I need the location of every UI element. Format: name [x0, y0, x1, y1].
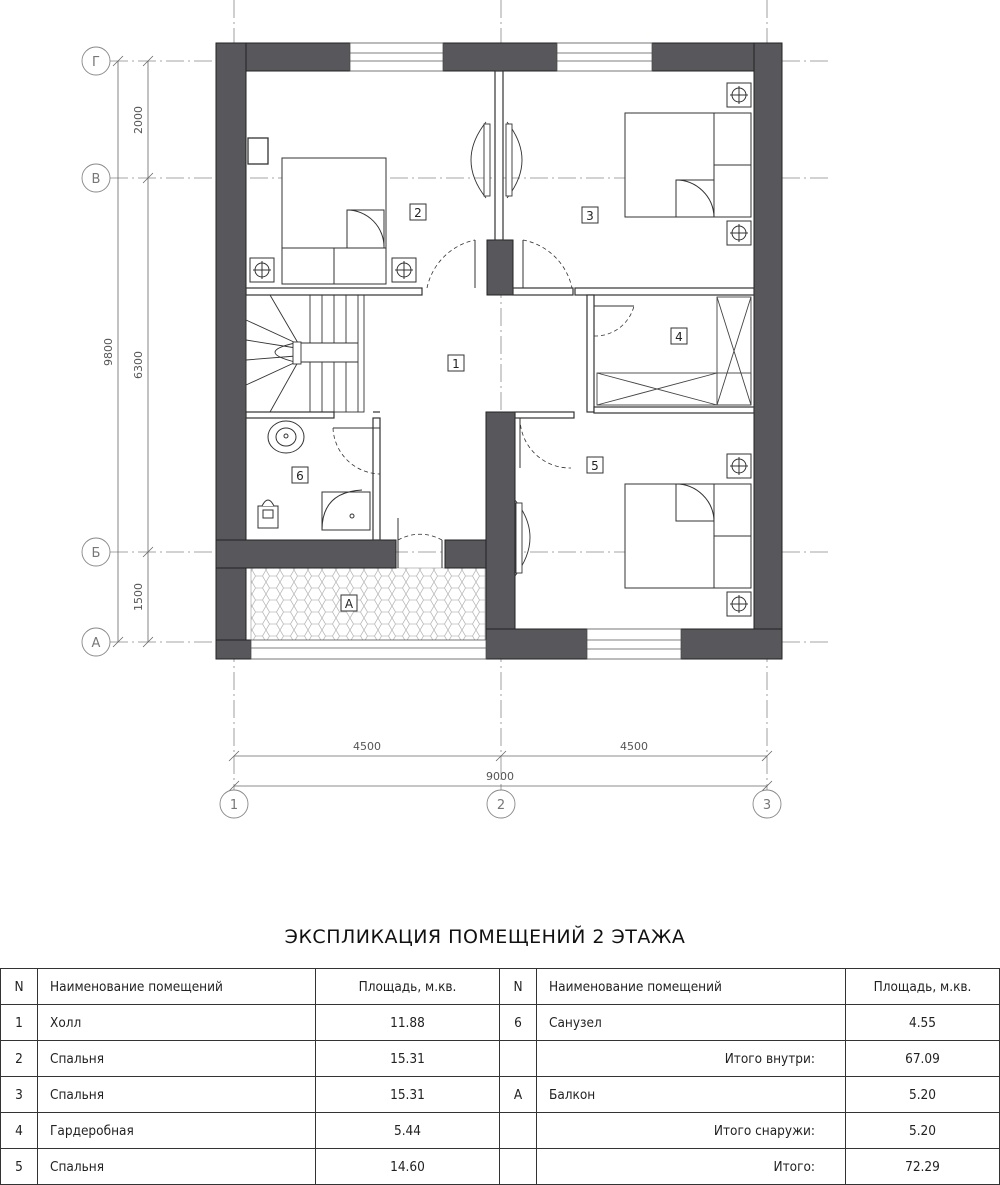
cell-n: 3 [1, 1077, 38, 1113]
header-n-right: N [500, 969, 537, 1005]
axis-label-g: Г [92, 55, 100, 70]
cell-area: 67.09 [846, 1041, 1000, 1077]
room-tag-4: 4 [675, 330, 683, 344]
axis-label-b: Б [91, 546, 101, 561]
cell-name: Гардеробная [38, 1113, 316, 1149]
room-tag-a: А [344, 597, 354, 611]
dim-1500: 1500 [132, 583, 145, 611]
table-row [1, 1149, 1000, 1185]
axis-label-v: В [91, 172, 101, 187]
axis-label-a: А [91, 636, 101, 651]
cell-name: Спальня [38, 1077, 316, 1113]
dim-2000: 2000 [132, 106, 145, 134]
cell-n: А [500, 1077, 537, 1113]
cell-n: 1 [1, 1005, 38, 1041]
cell-total-label: Итого: [537, 1149, 846, 1185]
cell-n [500, 1113, 537, 1149]
cell-name: Санузел [537, 1005, 846, 1041]
cell-n: 5 [1, 1149, 38, 1185]
cell-name: Спальня [38, 1149, 316, 1185]
bed-room-3 [625, 83, 751, 245]
wardrobe-rack [597, 297, 751, 405]
explication-title: ЭКСПЛИКАЦИЯ ПОМЕЩЕНИЙ 2 ЭТАЖА [284, 926, 686, 948]
header-name-left: Наименование помещений [38, 969, 316, 1005]
bathroom-fixtures [258, 421, 370, 530]
room-tag-1: 1 [452, 357, 460, 371]
table-row [1, 1041, 1000, 1077]
table-row [1, 1077, 1000, 1113]
cell-area: 5.20 [846, 1113, 1000, 1149]
table-header-row [1, 969, 1000, 1005]
cell-total-label: Итого снаружи: [537, 1113, 846, 1149]
axis-label-3: 3 [762, 798, 772, 813]
axis-label-1: 1 [229, 798, 239, 813]
dim-4500-left: 4500 [353, 740, 381, 753]
header-area-right: Площадь, м.кв. [846, 969, 1000, 1005]
dim-9800: 9800 [102, 338, 115, 366]
cell-area: 4.55 [846, 1005, 1000, 1041]
bed-room-5 [625, 454, 751, 616]
cell-n [500, 1041, 537, 1077]
cell-area: 11.88 [316, 1005, 500, 1041]
cell-name: Холл [38, 1005, 316, 1041]
explication-table [0, 968, 1000, 1185]
balcony-floor [251, 568, 485, 641]
cell-area: 5.44 [316, 1113, 500, 1149]
dim-9000: 9000 [486, 770, 514, 783]
chimney [248, 138, 268, 164]
staircase [246, 295, 364, 412]
cell-n: 4 [1, 1113, 38, 1149]
cell-area: 5.20 [846, 1077, 1000, 1113]
cell-name: Спальня [38, 1041, 316, 1077]
dim-4500-right: 4500 [620, 740, 648, 753]
cell-total-label: Итого внутри: [537, 1041, 846, 1077]
room-tag-6: 6 [296, 469, 304, 483]
cell-n [500, 1149, 537, 1185]
header-n-left: N [1, 969, 38, 1005]
table-row [1, 1005, 1000, 1041]
room-tag-2: 2 [414, 206, 422, 220]
header-name-right: Наименование помещений [537, 969, 846, 1005]
cell-area: 15.31 [316, 1041, 500, 1077]
room-tag-3: 3 [586, 209, 594, 223]
room-tag-5: 5 [591, 459, 599, 473]
cell-name: Балкон [537, 1077, 846, 1113]
bed-room-2 [250, 158, 416, 284]
cell-n: 2 [1, 1041, 38, 1077]
table-row [1, 1113, 1000, 1149]
cell-area: 14.60 [316, 1149, 500, 1185]
header-area-left: Площадь, м.кв. [316, 969, 500, 1005]
axis-label-2: 2 [496, 798, 506, 813]
dim-6300: 6300 [132, 351, 145, 379]
cell-area: 72.29 [846, 1149, 1000, 1185]
cell-area: 15.31 [316, 1077, 500, 1113]
cell-n: 6 [500, 1005, 537, 1041]
